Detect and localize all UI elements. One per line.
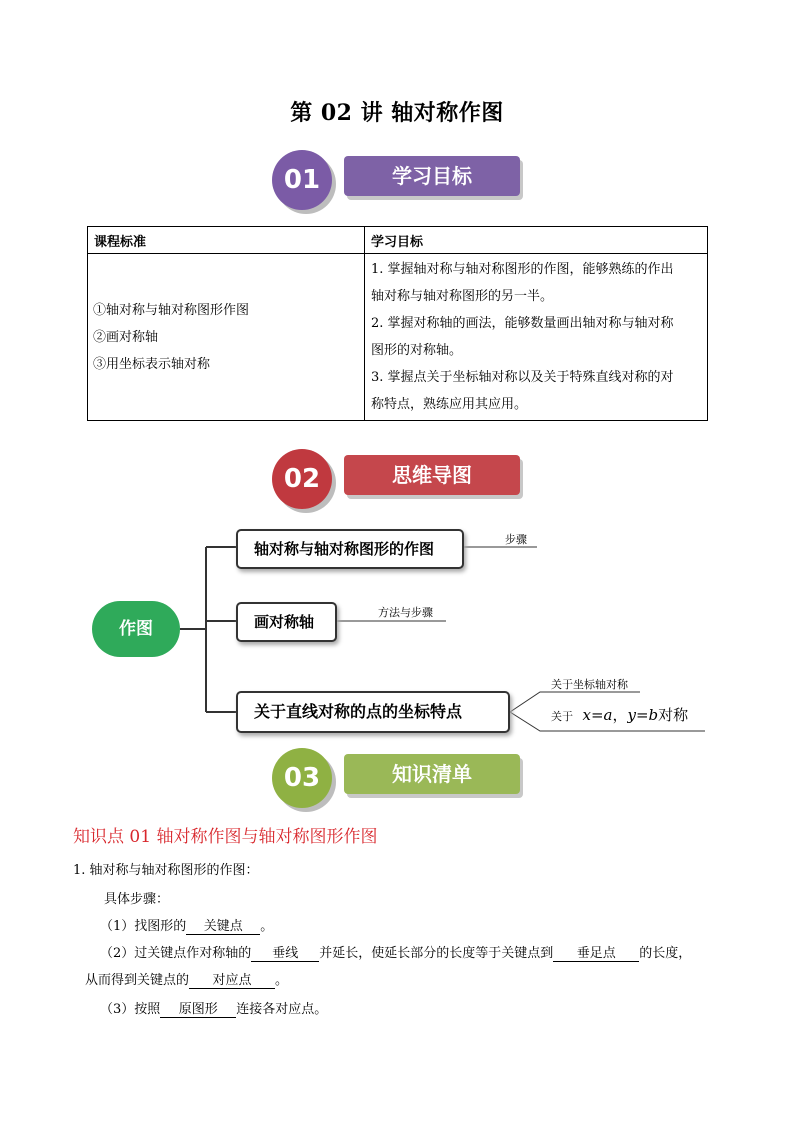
- fill-blank: 对应点: [189, 969, 275, 989]
- goal-line: 图形的对称轴。: [371, 343, 463, 358]
- fill-blank: 关键点: [186, 915, 260, 935]
- mindmap-node: 关于直线对称的点的坐标特点: [236, 691, 510, 733]
- step-text: 。: [260, 919, 274, 934]
- section-label: 思维导图: [344, 455, 520, 495]
- mindmap-leaf: 步骤: [505, 533, 527, 546]
- goal-line: 称特点，熟练应用其应用。: [371, 397, 528, 412]
- step-text: 。: [275, 973, 289, 988]
- table-header-standards: 课程标准: [88, 227, 365, 254]
- steps-label: 具体步骤：: [104, 892, 170, 907]
- mindmap-leaf: 方法与步骤: [378, 606, 433, 619]
- step-2: [100, 942, 691, 962]
- fill-blank: 垂足点: [553, 942, 639, 962]
- section-number: 02: [283, 464, 321, 494]
- section-label: 学习目标: [344, 156, 520, 196]
- standard-item: ①轴对称与轴对称图形作图: [93, 302, 250, 318]
- mindmap-leaf: 关于坐标轴对称: [551, 678, 628, 691]
- section-number: 03: [283, 763, 321, 793]
- step-text: （1）找图形的: [100, 919, 187, 934]
- step-text: （2）过关键点作对称轴的: [100, 946, 252, 961]
- mindmap-leaf: [551, 704, 688, 725]
- step-text: 并延长，使延长部分的长度等于关键点到: [319, 946, 554, 961]
- step-text: 的长度，: [639, 946, 692, 961]
- leaf-prefix: 关于: [551, 710, 573, 723]
- step-3: [100, 998, 327, 1018]
- step-text: （3）按照: [100, 1002, 161, 1017]
- section-label: 知识清单: [344, 754, 520, 794]
- knowledge-point-title: 知识点 01 轴对称作图与轴对称图形作图: [73, 827, 378, 847]
- standard-item: ③用坐标表示轴对称: [93, 356, 211, 372]
- leaf-suffix: 对称: [658, 706, 689, 724]
- mindmap-node: 轴对称与轴对称图形的作图: [236, 529, 464, 569]
- mindmap-root: 作图: [92, 601, 180, 657]
- step-text: 连接各对应点。: [236, 1002, 328, 1017]
- goal-line: 3. 掌握点关于坐标轴对称以及关于特殊直线对称的对: [371, 370, 674, 385]
- fill-blank: 垂线: [251, 942, 319, 962]
- goal-line: 2. 掌握对称轴的画法，能够数量画出轴对称与轴对称: [371, 316, 674, 331]
- section-banner-03: [272, 748, 532, 812]
- step-1: [100, 915, 273, 935]
- section-number: 01: [283, 165, 321, 195]
- fill-blank: 原图形: [160, 998, 236, 1018]
- table-header-goals: 学习目标: [365, 227, 708, 254]
- leaf-separator: ，: [612, 706, 628, 724]
- goal-line: 1. 掌握轴对称与轴对称图形的作图，能够熟练的作出: [371, 262, 674, 277]
- leaf-equation: x=a: [582, 706, 613, 724]
- goal-line: 轴对称与轴对称图形的另一半。: [371, 289, 554, 304]
- knowledge-line: 1. 轴对称与轴对称图形的作图：: [73, 863, 259, 878]
- mindmap-node: 画对称轴: [236, 602, 337, 642]
- step-text: 从而得到关键点的: [85, 973, 190, 988]
- standard-item: ②画对称轴: [93, 329, 159, 345]
- step-2-cont: [85, 969, 288, 989]
- page-title: 第 02 讲 轴对称作图: [290, 100, 504, 126]
- leaf-equation: y=b: [627, 706, 659, 724]
